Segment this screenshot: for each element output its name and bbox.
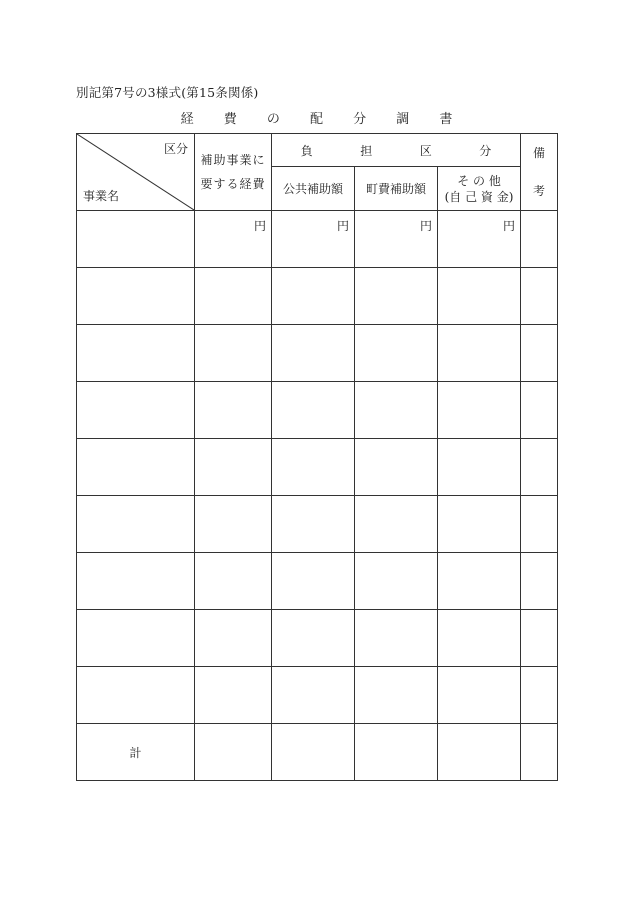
- unit-yen-label: 円: [195, 211, 272, 268]
- unit-yen-label: 円: [438, 211, 521, 268]
- table-cell: [77, 439, 195, 496]
- table-row: [77, 496, 558, 553]
- table-cell: [355, 610, 438, 667]
- table-cell: [521, 724, 558, 781]
- table-body: [77, 211, 558, 781]
- table-cell: [272, 496, 355, 553]
- table-cell: [521, 211, 558, 268]
- table-cell: [355, 553, 438, 610]
- table-cell: [77, 211, 195, 268]
- table-cell: [195, 496, 272, 553]
- table-cell: [272, 439, 355, 496]
- table-cell: [521, 553, 558, 610]
- table-cell: [77, 382, 195, 439]
- project-cost-header-line1: 補助事業に: [200, 153, 266, 167]
- unit-yen-label: 円: [272, 211, 355, 268]
- table-cell: [272, 610, 355, 667]
- table-cell: [77, 496, 195, 553]
- table-cell: [195, 325, 272, 382]
- table-cell: [195, 667, 272, 724]
- other-funds-header: [438, 167, 521, 211]
- category-label: 区分: [163, 142, 188, 156]
- table-cell: [195, 439, 272, 496]
- table-cell: [355, 439, 438, 496]
- table-cell: [355, 325, 438, 382]
- burden-char: 分: [479, 143, 492, 158]
- burden-char: 負: [300, 143, 313, 158]
- table-cell: [77, 667, 195, 724]
- table-cell: [438, 667, 521, 724]
- table-cell: [355, 667, 438, 724]
- table-row: [77, 211, 558, 268]
- table-cell: [77, 610, 195, 667]
- table-cell: [521, 268, 558, 325]
- table-row: [77, 382, 558, 439]
- burden-char: 担: [360, 143, 373, 158]
- town-cost-header: 町費補助額: [355, 167, 438, 211]
- public-aid-header: 公共補助額: [272, 167, 355, 211]
- table-cell: [438, 268, 521, 325]
- document-title: 経 費 の 配 分 調 書: [180, 112, 466, 127]
- table-cell: [438, 610, 521, 667]
- table-cell: [438, 382, 521, 439]
- burden-category-header: [272, 134, 521, 167]
- table-cell: [77, 553, 195, 610]
- table-cell: [438, 496, 521, 553]
- table-row: [77, 667, 558, 724]
- cost-allocation-table: [76, 133, 558, 781]
- table-cell: [195, 610, 272, 667]
- table-cell: [77, 268, 195, 325]
- remarks-header-line1: 備: [533, 146, 546, 160]
- burden-char: 区: [419, 143, 432, 158]
- table-row: [77, 610, 558, 667]
- table-cell: [438, 325, 521, 382]
- remarks-header: [521, 134, 558, 211]
- table-cell: [272, 667, 355, 724]
- project-cost-header-line2: 要する経費: [200, 177, 266, 191]
- table-cell: [355, 496, 438, 553]
- table-cell: [521, 610, 558, 667]
- table-cell: [355, 268, 438, 325]
- total-row: [77, 724, 558, 781]
- other-funds-header-line2: (自 己 資 金): [444, 189, 514, 204]
- table-cell: [77, 325, 195, 382]
- table-cell: [521, 439, 558, 496]
- project-name-label: 事業名: [83, 189, 120, 203]
- table-cell: [521, 496, 558, 553]
- table-cell: [521, 667, 558, 724]
- remarks-header-line2: 考: [533, 184, 546, 198]
- table-cell: [521, 382, 558, 439]
- table-cell: [272, 268, 355, 325]
- table-cell: [195, 382, 272, 439]
- table-cell: [272, 553, 355, 610]
- table-cell: [272, 325, 355, 382]
- table-cell: [195, 553, 272, 610]
- table-cell: [355, 724, 438, 781]
- table-row: [77, 325, 558, 382]
- table-row: [77, 553, 558, 610]
- unit-yen-label: 円: [355, 211, 438, 268]
- table-cell: [272, 724, 355, 781]
- table-cell: [521, 325, 558, 382]
- table-cell: [355, 382, 438, 439]
- table-cell: [438, 439, 521, 496]
- table-cell: [272, 382, 355, 439]
- table-cell: [438, 553, 521, 610]
- other-funds-header-line1: そ の 他: [457, 173, 501, 188]
- diagonal-header-cell: [77, 134, 195, 211]
- table-cell: [438, 724, 521, 781]
- table-cell: [195, 268, 272, 325]
- table-row: [77, 439, 558, 496]
- table-cell: [195, 724, 272, 781]
- table-row: [77, 268, 558, 325]
- form-number-label: 別記第7号の3様式(第15条関係): [76, 85, 259, 100]
- project-cost-header: [195, 134, 272, 211]
- total-label: 計: [77, 724, 195, 781]
